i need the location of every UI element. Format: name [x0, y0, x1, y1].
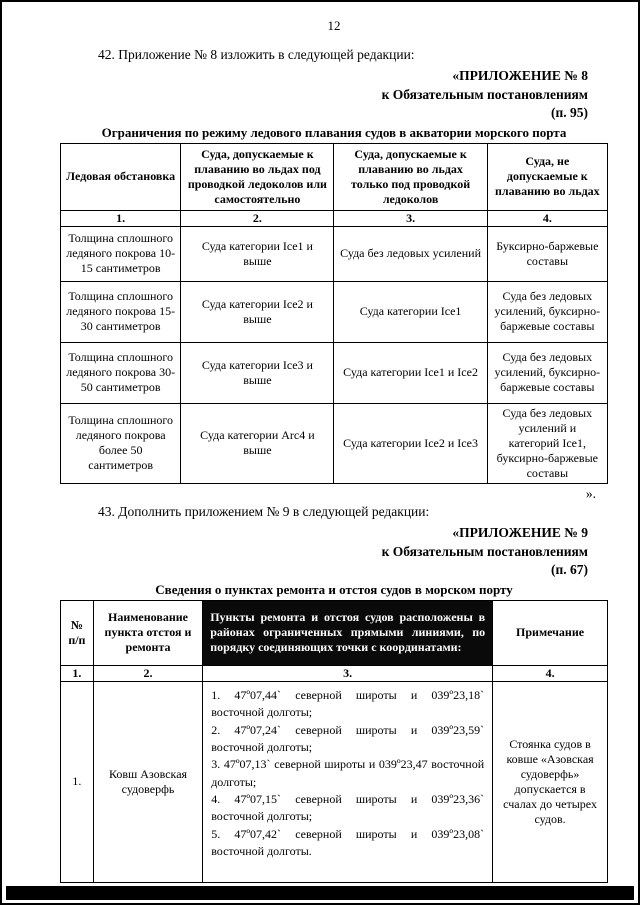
page-number: 12 [327, 18, 341, 33]
table2-header-cell: Примечание [493, 600, 608, 665]
appendix-9-addressee: к Обязательным постановлениям [381, 543, 588, 559]
closing-quote: ». [585, 485, 596, 501]
table1-number-cell: 2. [181, 210, 334, 226]
table1-cell: Суда без ледовых усилений, буксирно-баржевые составы [487, 342, 607, 403]
table1-title: Ограничения по режиму ледового плавания судов в акватории морского порта [101, 124, 567, 140]
paragraph-item-42: 42. Приложение № 8 изложить в следующей редакции: [98, 47, 415, 62]
table1-number-cell: 1. [61, 210, 181, 226]
coordinate-line: 5. 47º07,42` северной широты и 039º23,08` восточной долготы. [211, 826, 485, 859]
appendix-9-title: «ПРИЛОЖЕНИЕ № 9 [452, 524, 588, 540]
coordinate-line: 3. 47º07,13` северной широты и 039º23,47 восточной долготы; [211, 757, 485, 789]
table1-header-cell: Ледовая обстановка [61, 143, 181, 210]
table1-number-row [61, 210, 608, 226]
appendix-9-clause-ref: (п. 67) [550, 562, 588, 578]
table1-cell: Суда без ледовых усилений и категорий Ice1, буксирно-баржевые составы [487, 403, 607, 483]
table1-cell: Суда категории Ice1 и выше [181, 226, 334, 281]
appendix-8-title: «ПРИЛОЖЕНИЕ № 8 [452, 68, 588, 83]
table-row [61, 403, 608, 483]
table1-number-cell: 3. [334, 210, 487, 226]
table2-number-cell: 2. [93, 665, 202, 681]
table2-title: Сведения о пунктах ремонта и отстоя судов в морском порту [155, 581, 513, 597]
table-row [61, 226, 608, 281]
table1-cell: Суда без ледовых усилений, буксирно-баржевые составы [487, 281, 607, 342]
table1-cell: Суда категории Ice1 [334, 281, 487, 342]
table1-header-cell: Суда, допускаемые к плаванию во льдах под проводкой ледоколов или самостоятельно [181, 143, 334, 210]
table1-cell: Толщина сплошного ледяного покрова 10-15 сантиметров [61, 226, 181, 281]
table1-cell: Суда без ледовых усилений [334, 226, 487, 281]
coordinates-cell [203, 681, 493, 882]
appendix-8-clause-ref: (п. 95) [550, 105, 588, 121]
table1-cell: Суда категории Ice1 и Ice2 [334, 342, 487, 403]
table1-cell: Толщина сплошного ледяного покрова 15-30 сантиметров [61, 281, 181, 342]
table1-number-cell: 4. [487, 210, 607, 226]
table2-number-cell: 4. [493, 665, 608, 681]
coordinate-line: 4. 47º07,15` северной широты и 039º23,36` восточной долготы; [211, 792, 485, 824]
table2-header-row [61, 600, 608, 665]
table2-header-cell: Наименование пункта отстоя и ремонта [93, 600, 202, 665]
row-number-cell: 1. [61, 681, 94, 882]
scan-artifact-bottom-bar [6, 886, 634, 900]
table1-header-row [61, 143, 608, 210]
repair-points-table [60, 600, 608, 883]
table1-cell: Суда категории Ice2 и Ice3 [334, 403, 487, 483]
table2-number-cell: 1. [61, 665, 94, 681]
appendix-8-heading-block [60, 67, 608, 123]
point-name-cell: Ковш Азовская судоверфь [93, 681, 202, 882]
table1-cell: Толщина сплошного ледяного покрова более 50 сантиметров [61, 403, 181, 483]
table1-header-cell: Суда, не допускаемые к плаванию во льдах [487, 143, 607, 210]
table1-header-cell: Суда, допускаемые к плаванию во льдах только под проводкой ледоколов [334, 143, 487, 210]
table1-cell: Суда категории Arc4 и выше [181, 403, 334, 483]
table-row [61, 342, 608, 403]
paragraph-item-43: 43. Дополнить приложением № 9 в следующей редакции: [98, 503, 430, 519]
appendix-8-addressee: к Обязательным постановлениям [381, 86, 588, 102]
table-row [61, 681, 608, 882]
table1-cell: Толщина сплошного ледяного покрова 30-50 сантиметров [61, 342, 181, 403]
ice-restrictions-table [60, 143, 608, 484]
table1-cell: Буксирно-баржевые составы [487, 226, 607, 281]
coordinate-line: 1. 47º07,44` северной широты и 039º23,18` восточной долготы; [211, 687, 485, 720]
table2-number-cell: 3. [203, 665, 493, 681]
table-row [61, 281, 608, 342]
table2-header-cell: № п/п [61, 600, 94, 665]
table1-cell: Суда категории Ice3 и выше [181, 342, 334, 403]
table2-number-row [61, 665, 608, 681]
table1-cell: Суда категории Ice2 и выше [181, 281, 334, 342]
appendix-9-heading-block [60, 524, 608, 580]
table2-header-cell-inverted: Пункты ремонта и отстоя судов расположены в районах ограниченных прямыми линиями, по порядку соединяющих точки с координатами: [203, 600, 493, 665]
coordinate-line: 2. 47º07,24` северной широты и 039º23,59` восточной долготы; [211, 722, 485, 754]
note-cell: Стоянка судов в ковше «Азовская судоверфь» допускается в счалах до четырех судов. [493, 681, 608, 882]
